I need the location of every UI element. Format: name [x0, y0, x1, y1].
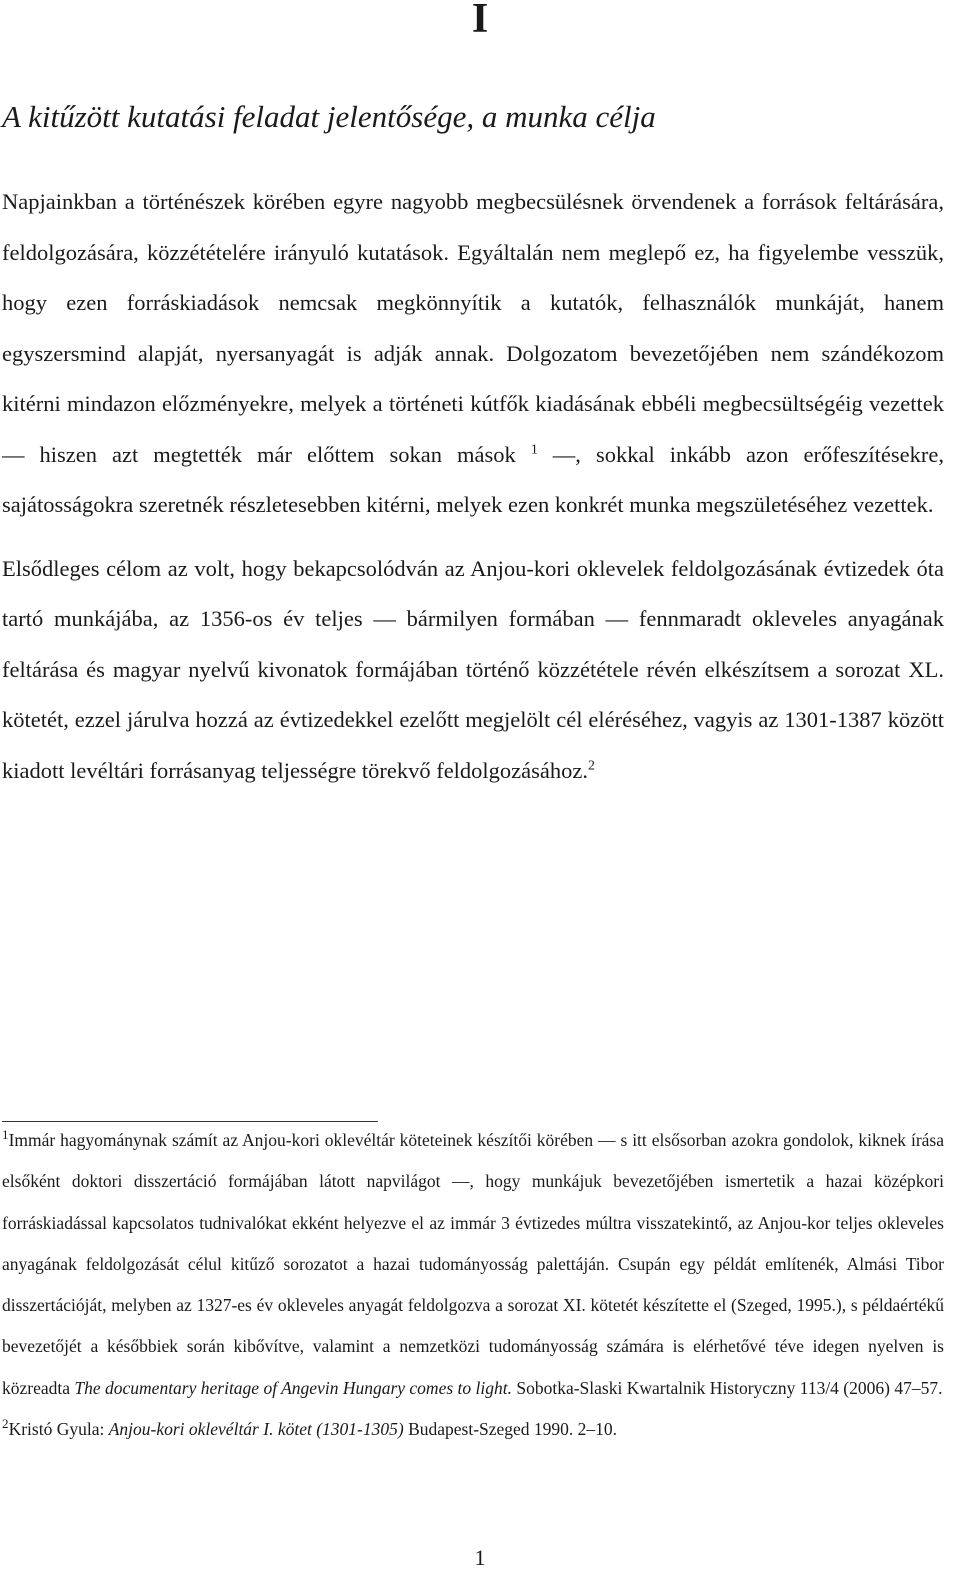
footnote-1-text-b: Sobotka-Slaski Kwartalnik Historyczny 113/4 (2006) 47–57.	[511, 1377, 943, 1398]
footnote-1	[2, 1120, 944, 1409]
paragraph-1-text-b: —, sokkal inkább azon erőfeszítésekre, sajátosságokra szeretnék részletesebben kitérni, melyek ezen konkrét munka megszületéséhez vezettek.	[2, 441, 945, 517]
chapter-number: I	[471, 0, 489, 42]
footnotes	[2, 1120, 944, 1450]
paragraph-1-text-a: Napjainkban a történészek körében egyre nagyobb megbecsülésnek örvendenek a források feltárására, feldolgozására, közzétételére irányuló kutatások. Egyáltalán nem meglepő ez, ha figyelembe vesszük, hogy ezen forráskiadások nemcsak megkönnyítik a kutatók, felhasználók munkáját, hanem egyszersmind alapját, nyersanyagát is adják annak. Dolgozatom bevezetőjében nem szándékozom kitérni mindazon előzményekre, melyek a történeti kútfők kiadásának ebbéli megbecsültségéig vezettek — hiszen azt megtették már előttem sokan mások	[2, 189, 944, 467]
paragraph-1	[2, 177, 944, 531]
paragraph-2	[2, 544, 944, 797]
footnote-2-mark: 2	[2, 1416, 9, 1432]
footnote-1-text-a: Immár hagyománynak számít az Anjou-kori oklevéltár köteteinek készítői körében — s itt elsősorban azokra gondolok, kiknek írása elsőként doktori disszertáció formájában látott napvilágot —, hogy munkájuk bevezetőjében ismertetik a hazai középkori forráskiadással kapcsolatos tudnivalókat ekként helyezve el az immár 3 évtizedes múltra visszatekintő, az Anjou-kor teljes okleveles anyagának feldolgozását célul kitűző sorozatot a hazai tudományosság palettáján. Csupán egy példát említenék, Almási Tibor disszertációját, melyben az 1327-es év okleveles anyagát feldolgozva a sorozat XI. kötetét készítette el (Szeged, 1995.), s példaértékű bevezetőjét a későbbiek során kibővítve, valamint a nemzetközi tudományosság számára is elérhetővé téve idegen nyelven is közreadta	[2, 1130, 944, 1398]
footnote-1-title: The documentary heritage of Angevin Hungary comes to light.	[74, 1377, 512, 1398]
footnote-2-text-a: Kristó Gyula:	[8, 1419, 109, 1440]
page-number: 1	[474, 1545, 486, 1570]
footnote-2	[2, 1409, 944, 1450]
chapter-title: A kitűzött kutatási feladat jelentősége, a munka célja	[2, 99, 656, 134]
paragraph-2-text: Elsődleges célom az volt, hogy bekapcsolódván az Anjou-kori oklevelek feldolgozásának évtizedek óta tartó munkájába, az 1356-os év teljes — bármilyen formában — fennmaradt okleveles anyagának feltárása és magyar nyelvű kivonatok formájában történő közzététele révén elkészítsem a sorozat XL. kötetét, ezzel járulva hozzá az évtizedekkel ezelőtt megjelölt cél eléréséhez, vagyis az 1301-1387 között kiadott levéltári forrásanyag teljességre törekvő feldolgozásához.	[2, 555, 944, 783]
footnote-ref-1[interactable]: 1	[530, 442, 538, 457]
body-text	[2, 177, 944, 809]
footnote-2-text-b: Budapest-Szeged 1990. 2–10.	[403, 1419, 618, 1440]
footnote-ref-2[interactable]: 2	[588, 758, 595, 773]
footnote-2-title: Anjou-kori oklevéltár I. kötet (1301-1305)	[108, 1419, 404, 1440]
footnote-1-mark: 1	[2, 1127, 9, 1143]
